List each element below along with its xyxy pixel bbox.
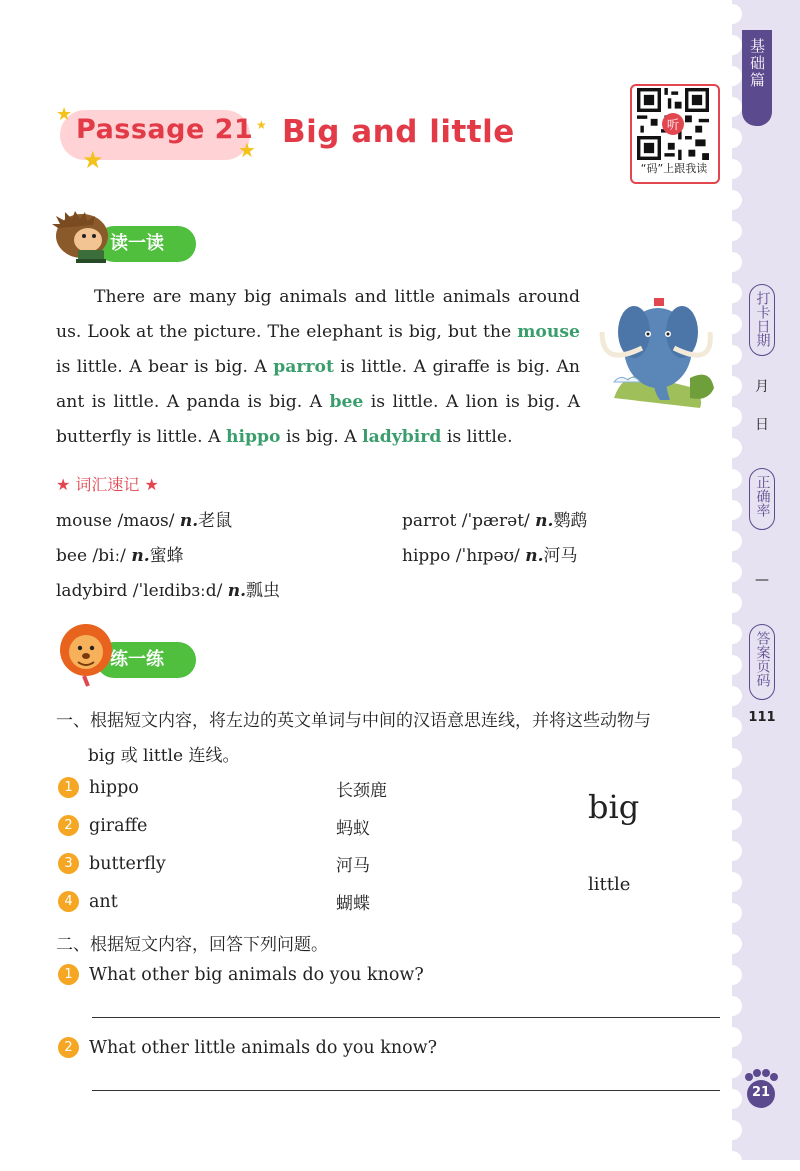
strip-scallop (722, 469, 742, 489)
strip-scallop (722, 624, 742, 644)
question-text: What other big animals do you know? (89, 965, 424, 985)
match-item-english[interactable] (58, 777, 139, 798)
strip-scallop (722, 655, 742, 675)
question-text: What other little animals do you know? (89, 1038, 437, 1058)
passage-text: There are many big animals and little animals around us. Look at the picture. The elephant is big, but the (56, 287, 580, 342)
vocab-item (56, 576, 280, 601)
passage-text: is big. A (280, 427, 363, 447)
vocab-item (56, 541, 184, 566)
answer-page-number: 111 (748, 710, 776, 725)
match-word: ant (89, 892, 118, 912)
answer-page-label (749, 624, 775, 700)
page-title: Big and little (282, 114, 515, 150)
exercise1-instruction-cont: big 或 little 连线。 (88, 746, 240, 766)
question-item (58, 964, 424, 985)
strip-scallop (722, 376, 742, 396)
match-target-big[interactable]: big (588, 788, 640, 826)
item-number: 2 (58, 1037, 79, 1058)
highlighted-word: hippo (225, 427, 281, 447)
strip-scallop (722, 221, 742, 241)
strip-scallop (722, 345, 742, 365)
lion-mascot-icon (54, 620, 120, 688)
page-number-badge (742, 1068, 780, 1110)
strip-scallop (722, 500, 742, 520)
section-tab (742, 30, 772, 126)
section-tab-label: 基础篇 (748, 38, 766, 89)
vocab-item (402, 506, 587, 531)
highlighted-word: bee (329, 392, 364, 412)
qr-badge: 听 (666, 117, 680, 132)
strip-scallop (722, 1151, 742, 1171)
strip-scallop (722, 686, 742, 706)
hedgehog-reading-icon (48, 206, 118, 268)
strip-scallop (722, 748, 742, 768)
read-section-badge: 读一读 (96, 226, 196, 262)
passage-paragraph (56, 280, 580, 455)
strip-scallop (722, 314, 742, 334)
strip-scallop (722, 717, 742, 737)
strip-scallop (722, 159, 742, 179)
strip-scallop (722, 407, 742, 427)
checkin-date-text: 打卡日期 (754, 291, 771, 347)
strip-scallop (722, 1120, 742, 1140)
strip-scallop (722, 841, 742, 861)
highlighted-word: parrot (273, 357, 334, 377)
strip-scallop (722, 531, 742, 551)
match-item-english[interactable] (58, 853, 166, 874)
strip-scallop (722, 66, 742, 86)
exercise2-instruction: 二、根据短文内容，回答下列问题。 (56, 935, 328, 955)
vocab-item (402, 541, 577, 566)
match-item-chinese[interactable]: 蝴蝶 (336, 894, 370, 914)
elephant-illustration (594, 288, 722, 416)
answer-line[interactable] (92, 1090, 720, 1091)
match-item-chinese[interactable]: 蚂蚁 (336, 819, 370, 839)
vocab-pos: n. (131, 546, 150, 566)
vocab-pos: n. (179, 511, 199, 531)
item-number: 4 (58, 891, 79, 912)
answer-page-text: 答案页码 (754, 631, 771, 687)
strip-scallop (722, 252, 742, 272)
vocab-word: mouse /maʊs/ (56, 511, 175, 531)
item-number: 1 (58, 777, 79, 798)
match-item-english[interactable] (58, 815, 147, 836)
item-number: 1 (58, 964, 79, 985)
vocab-meaning: 蜜蜂 (149, 546, 184, 566)
strip-scallop (722, 128, 742, 148)
strip-scallop (722, 190, 742, 210)
item-number: 3 (58, 853, 79, 874)
match-target-little[interactable]: little (588, 874, 631, 895)
exercise1-instruction: 一、根据短文内容，将左边的英文单词与中间的汉语意思连线，并将这些动物与 (56, 711, 651, 731)
vocab-pos: n. (525, 546, 544, 566)
strip-scallop (722, 4, 742, 24)
vocab-item (56, 506, 232, 531)
strip-scallop (722, 593, 742, 613)
vocab-meaning: 河马 (543, 546, 578, 566)
strip-scallop (722, 283, 742, 303)
strip-scallop (722, 810, 742, 830)
practice-section-badge: 练一练 (96, 642, 196, 678)
question-item (58, 1037, 437, 1058)
vocab-word: parrot /ˈpærət/ (402, 511, 530, 531)
accuracy-label (749, 468, 775, 530)
star-icon: ★ (256, 118, 267, 132)
match-word: butterfly (89, 854, 166, 874)
strip-scallop (722, 562, 742, 582)
passage-text: is little. (441, 427, 513, 447)
strip-scallop (722, 996, 742, 1016)
accuracy-dash: — (755, 572, 769, 588)
strip-scallop (722, 779, 742, 799)
vocab-pos: n. (227, 581, 247, 601)
strip-scallop (722, 872, 742, 892)
passage-label: Passage 21 (76, 114, 254, 145)
match-item-chinese[interactable]: 河马 (336, 856, 370, 876)
star-icon: ★ (82, 146, 104, 174)
star-icon: ★ (56, 104, 73, 125)
strip-scallop (722, 934, 742, 954)
checkin-date-label (749, 284, 775, 356)
passage-text: is little. A lion is big. A butterfly is little. A (56, 392, 580, 447)
star-icon: ★ (238, 138, 256, 162)
match-item-english[interactable] (58, 891, 118, 912)
page-number: 21 (751, 1085, 771, 1100)
match-word: hippo (89, 778, 139, 798)
vocab-meaning: 瓢虫 (246, 581, 281, 601)
highlighted-word: ladybird (362, 427, 442, 447)
strip-scallop (722, 965, 742, 985)
strip-scallop (722, 438, 742, 458)
vocab-word: ladybird /ˈleɪdibɜːd/ (56, 581, 223, 601)
strip-scallop (722, 1027, 742, 1047)
accuracy-text: 正确率 (754, 475, 771, 517)
vocab-word: bee /biː/ (56, 546, 126, 566)
match-word: giraffe (89, 816, 148, 836)
qr-code-icon[interactable] (637, 88, 709, 160)
qr-caption: “码”上跟我读 (640, 162, 708, 175)
match-item-chinese[interactable]: 长颈鹿 (336, 781, 387, 801)
day-label: 日 (755, 417, 769, 433)
strip-scallop (722, 97, 742, 117)
strip-scallop (722, 35, 742, 55)
month-label: 月 (755, 379, 769, 395)
passage-text: is little. A giraffe is big. An ant is little. A panda is big. A (56, 357, 580, 412)
passage-text: is little. A bear is big. A (56, 357, 274, 377)
strip-scallop (722, 1089, 742, 1109)
answer-line[interactable] (92, 1017, 720, 1018)
vocab-heading: ★ 词汇速记 ★ (56, 475, 159, 494)
vocab-meaning: 老鼠 (198, 511, 233, 531)
reading-passage (56, 280, 580, 455)
item-number: 2 (58, 815, 79, 836)
vocab-pos: n. (535, 511, 554, 531)
vocab-word: hippo /ˈhɪpəʊ/ (402, 546, 520, 566)
vocab-meaning: 鹦鹉 (553, 511, 588, 531)
highlighted-word: mouse (517, 322, 580, 342)
strip-scallop (722, 1058, 742, 1078)
strip-scallop (722, 903, 742, 923)
